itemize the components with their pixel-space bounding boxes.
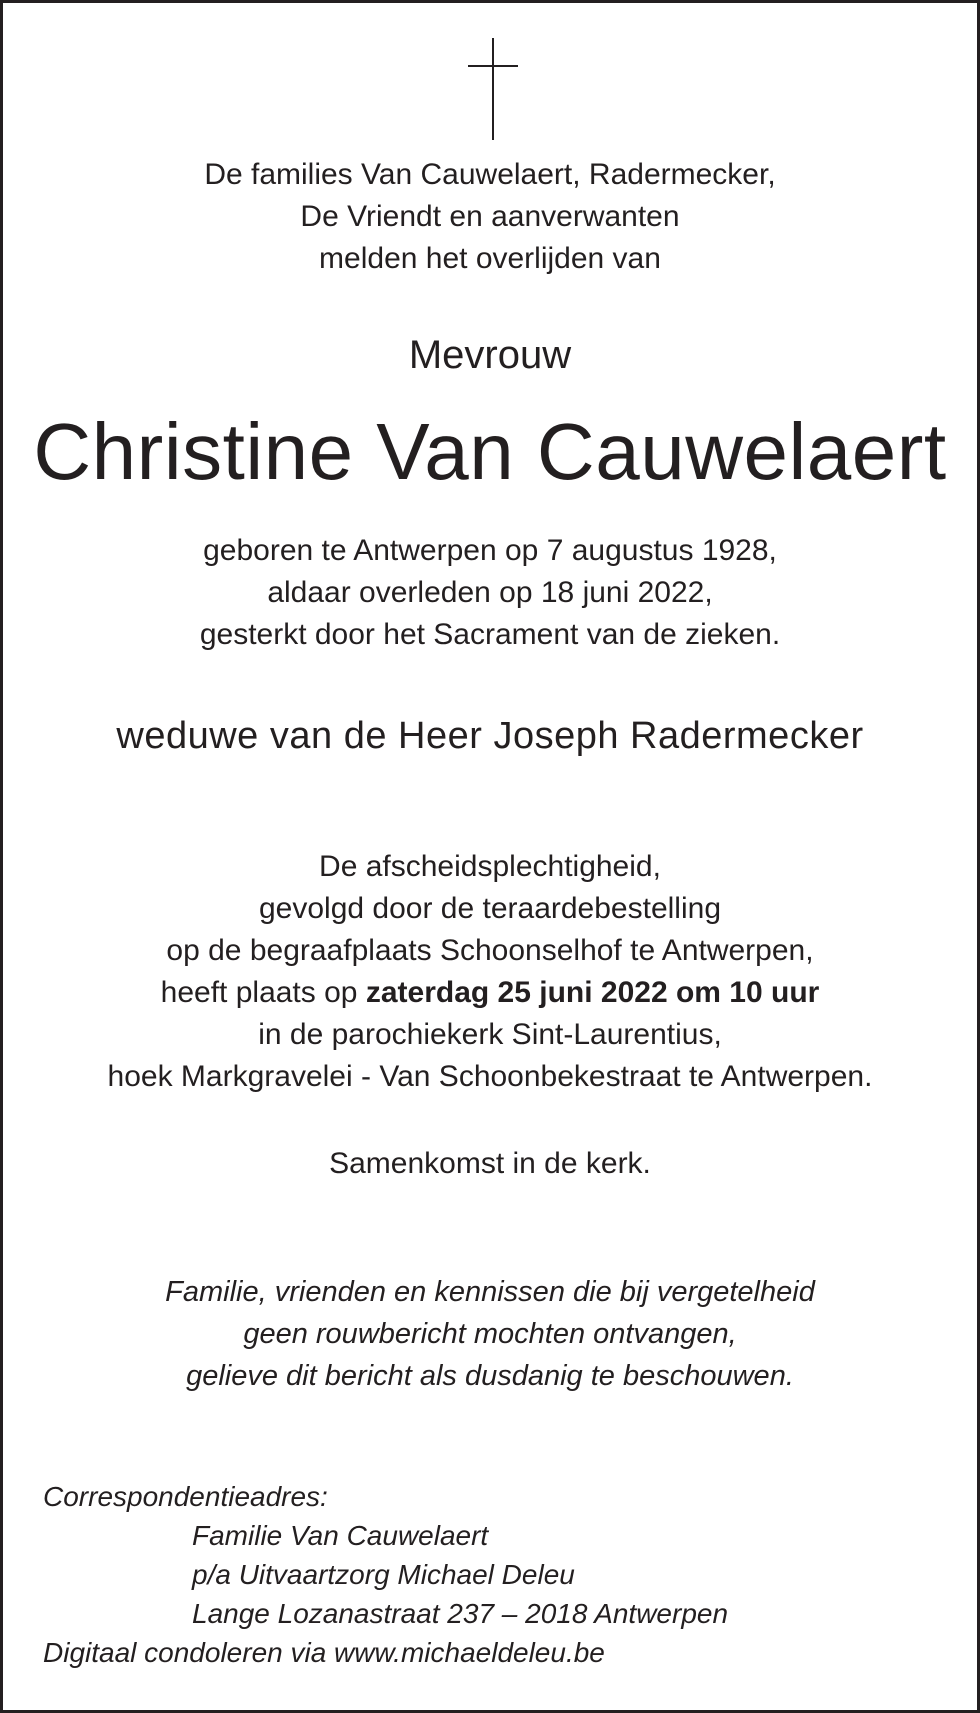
ceremony-line: hoek Markgravelei - Van Schoonbekestraat te Antwerpen.	[107, 1060, 873, 1093]
ceremony-block	[3, 846, 977, 1098]
notice-line: gelieve dit bericht als dusdanig te beschouwen.	[186, 1360, 794, 1392]
ceremony-date-prefix: heeft plaats op	[160, 976, 358, 1009]
ceremony-date-line	[3, 972, 977, 1014]
ceremony-line: gevolgd door de teraardebestelling	[259, 892, 721, 925]
honorific-title: Mevrouw	[408, 333, 572, 377]
intro-line: De families Van Cauwelaert, Radermecker,	[204, 158, 776, 191]
notice-line: Familie, vrienden en kennissen die bij vergetelheid	[165, 1276, 815, 1308]
correspondence-block	[43, 1477, 728, 1672]
correspondence-label: Correspondentieadres:	[43, 1481, 328, 1512]
notice-block	[3, 1271, 977, 1397]
dates-line: gesterkt door het Sacrament van de zieken.	[199, 618, 781, 651]
dates-block	[3, 530, 977, 656]
ceremony-date: zaterdag 25 juni 2022 om 10 uur	[365, 976, 820, 1009]
ceremony-line: in de parochiekerk Sint-Laurentius,	[258, 1018, 722, 1051]
cross-icon	[468, 38, 518, 140]
dates-line: geboren te Antwerpen op 7 augustus 1928,	[203, 534, 777, 567]
ceremony-line: op de begraafplaats Schoonselhof te Antwerpen,	[166, 934, 814, 967]
notice-line: geen rouwbericht mochten ontvangen,	[243, 1318, 737, 1350]
correspondence-line: Lange Lozanastraat 237 – 2018 Antwerpen	[192, 1598, 729, 1629]
condolence-line: Digitaal condoleren via www.michaeldeleu.be	[43, 1637, 605, 1668]
dates-line: aldaar overleden op 18 juni 2022,	[267, 576, 713, 609]
correspondence-line: Familie Van Cauwelaert	[192, 1520, 489, 1551]
deceased-name: Christine Van Cauwelaert	[33, 407, 947, 496]
intro-line: De Vriendt en aanverwanten	[300, 200, 680, 233]
widow-line: weduwe van de Heer Joseph Radermecker	[116, 715, 864, 757]
gathering-note: Samenkomst in de kerk.	[329, 1147, 651, 1180]
intro-line: melden het overlijden van	[319, 242, 661, 275]
intro-block	[3, 154, 977, 280]
ceremony-line: De afscheidsplechtigheid,	[319, 850, 661, 883]
correspondence-line: p/a Uitvaartzorg Michael Deleu	[192, 1559, 575, 1590]
